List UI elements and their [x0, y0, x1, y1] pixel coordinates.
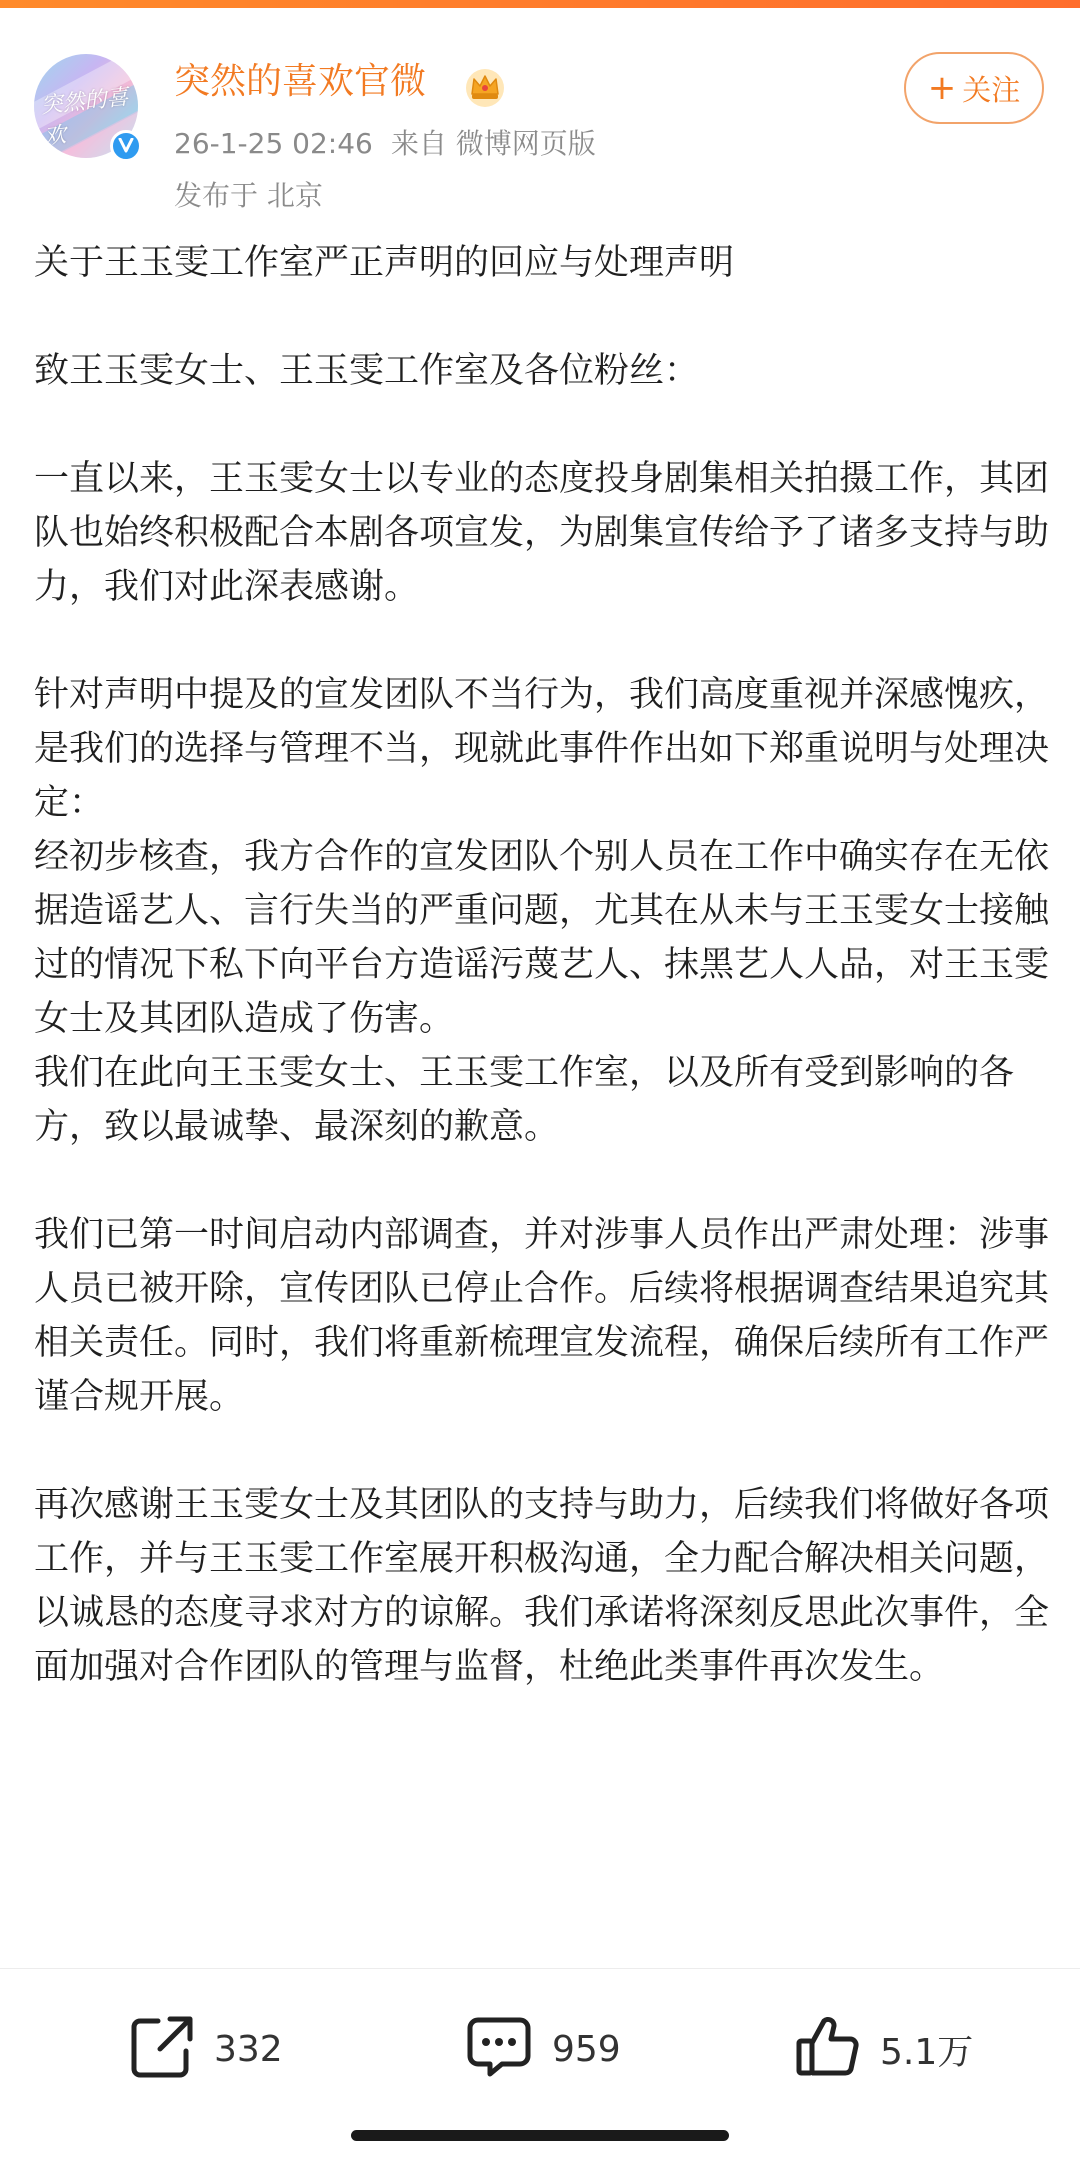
paragraph: 针对声明中提及的宣发团队不当行为，我们高度重视并深感愧疚，是我们的选择与管理不当，现就此事件作出如下郑重说明与处理决定：	[34, 675, 1050, 823]
comment-icon	[464, 2012, 534, 2086]
paragraph: 再次感谢王玉雯女士及其团队的支持与助力，后续我们将做好各项工作，并与王玉雯工作室展开积极沟通，全力配合解决相关问题，以诚恳的态度寻求对方的谅解。我们承诺将深刻反思此次事件，全面加强对合作团队的管理与监督，杜绝此类事件再次发生。	[34, 1485, 1050, 1687]
follow-label: 关注	[962, 72, 1021, 107]
paragraph: 致王玉雯女士、王玉雯工作室及各位粉丝：	[34, 351, 700, 391]
author-avatar[interactable]	[34, 54, 138, 158]
plus-icon: +	[927, 68, 957, 108]
action-bar	[0, 1968, 1080, 2149]
post-source: 来自 微博网页版	[390, 127, 596, 160]
comment-count: 959	[552, 2028, 621, 2070]
comment-button[interactable]	[464, 2011, 621, 2087]
top-accent-strip	[0, 0, 1080, 8]
paragraph: 经初步核查，我方合作的宣发团队个别人员在工作中确实存在无依据造谣艺人、言行失当的严重问题，尤其在从未与王玉雯女士接触过的情况下私下向平台方造谣污蔑艺人、抹黑艺人人品，对王玉雯女士及其团队造成了伤害。	[34, 837, 1050, 1039]
repost-button[interactable]	[128, 2011, 283, 2087]
post-title: 关于王玉雯工作室严正声明的回应与处理声明	[34, 243, 735, 283]
post-timestamp: 26-1-25 02:46	[174, 127, 373, 160]
crown-icon	[464, 66, 506, 108]
author-name[interactable]: 突然的喜欢官微	[174, 61, 427, 102]
repost-icon	[128, 2013, 196, 2085]
post-content	[34, 236, 1050, 1694]
avatar-text: 突然的喜欢	[39, 84, 130, 150]
like-button[interactable]	[794, 2011, 973, 2087]
home-indicator[interactable]	[351, 2130, 729, 2141]
like-count: 5.1万	[880, 2031, 974, 2073]
paragraph: 我们在此向王玉雯女士、王玉雯工作室，以及所有受到影响的各方，致以最诚挚、最深刻的歉意。	[34, 1053, 1015, 1147]
post-location: 发布于 北京	[174, 179, 323, 212]
thumbs-up-icon	[794, 2013, 862, 2085]
repost-count: 332	[214, 2028, 283, 2070]
paragraph: 我们已第一时间启动内部调查，并对涉事人员作出严肃处理：涉事人员已被开除，宣传团队已停止合作。后续将根据调查结果追究其相关责任。同时，我们将重新梳理宣发流程，确保后续所有工作严谨合规开展。	[34, 1215, 1050, 1417]
paragraph: 一直以来，王玉雯女士以专业的态度投身剧集相关拍摄工作，其团队也始终积极配合本剧各项宣发，为剧集宣传给予了诸多支持与助力，我们对此深表感谢。	[34, 459, 1050, 607]
verified-badge-icon	[110, 130, 142, 162]
post-header	[0, 8, 1080, 218]
post-meta	[174, 126, 614, 162]
follow-button[interactable]	[904, 52, 1044, 124]
